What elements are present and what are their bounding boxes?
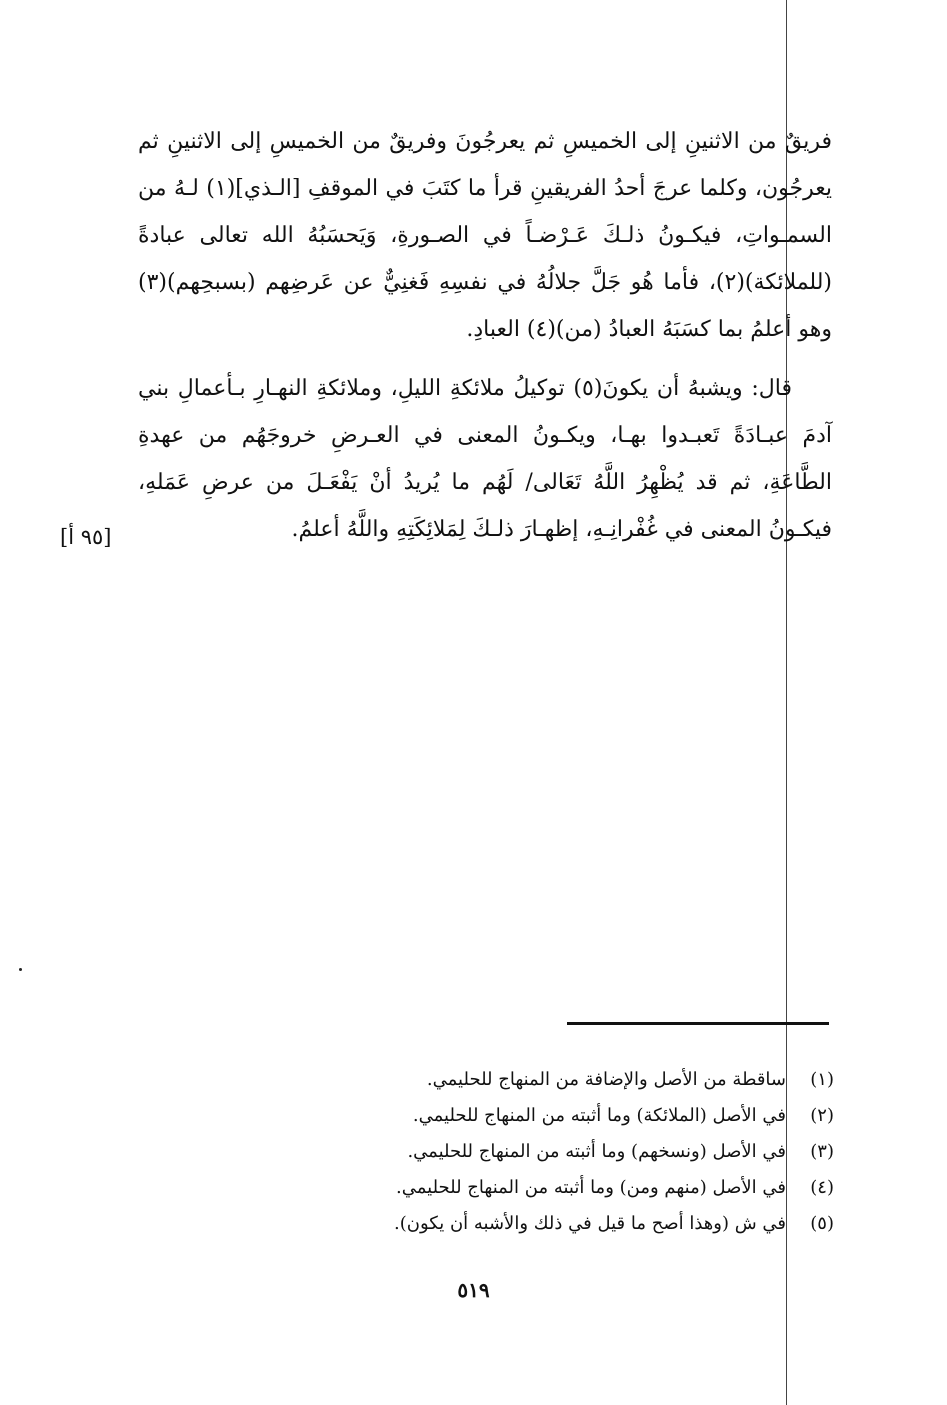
paragraph-2: قال: ويشبهُ أن يكونَ(٥) توكيلُ ملائكةِ الليلِ، وملائكةِ النهـارِ بـأعمالِ بني آدمَ عبـادَةً تَعبـدوا بهـا، ويكـونُ المعنى في العـرضِ خروجَهُم من عهدةِ الطَّاعَةِ، ثم قد يُظْهِرُ اللَّهُ تَعَالى/ لَهُم ما يُريدُ أنْ يَفْعَـلَ من عرضِ عَمَلهِ، فيكـونُ المعنى في غُفْرانِـهِ، إظهـارَ ذلـكَ لِمَلائِكَتِهِ واللَّهُ أعلمُ. xyxy=(138,376,832,542)
footnote-number: (٣) xyxy=(810,1141,834,1162)
scan-speck xyxy=(19,968,22,971)
page-number: ٥١٩ xyxy=(457,1278,490,1302)
footnote-number: (٢) xyxy=(810,1105,834,1126)
footnote-divider xyxy=(567,1022,829,1025)
footnote-text: في الأصل (ونسخهم) وما أثبته من المنهاج للحليمي. xyxy=(407,1141,786,1162)
footnote-item xyxy=(200,1134,834,1170)
footnote-item xyxy=(200,1098,834,1134)
footnote-number: (٤) xyxy=(810,1177,834,1198)
manuscript-folio-note: [٩٥ أ] xyxy=(60,525,112,549)
footnote-text: ساقطة من الأصل والإضافة من المنهاج للحليمي. xyxy=(426,1069,786,1090)
footnote-number: (١) xyxy=(810,1069,834,1090)
footnote-number: (٥) xyxy=(810,1213,834,1234)
footnote-text: في ش (وهذا أصح ما قيل في ذلك والأشبه أن يكون). xyxy=(394,1213,786,1234)
footnote-text: في الأصل (منهم ومن) وما أثبته من المنهاج للحليمي. xyxy=(396,1177,786,1198)
footnotes xyxy=(200,1062,834,1242)
paragraph-1: فريقٌ من الاثنينِ إلى الخميسِ ثم يعرجُونَ وفريقٌ من الخميسِ إلى الاثنينِ ثم يعرجُون، وكلما عرجَ أحدُ الفريقينِ قرأ ما كتَبَ في الموقفِ [الـذي](١) لـهُ من السمـواتِ، فيكـونُ ذلـكَ عَـرْضـاً في الصـورةِ، وَيَحسَبُهُ الله تعالى عبادةً (للملائكة)(٢)، فأما هُو جَلَّ جلالُهُ في نفسِهِ فَغنِيٌّ عن عَرضِهم (بسبحِهم)(٣) وهو أعلمُ بما كسَبَهُ العبادُ (من)(٤) العبادِ. xyxy=(138,129,832,342)
footnote-text: في الأصل (الملائكة) وما أثبته من المنهاج للحليمي. xyxy=(412,1105,786,1126)
footnote-item xyxy=(200,1170,834,1206)
footnote-item xyxy=(200,1062,834,1098)
footnote-item xyxy=(200,1206,834,1242)
main-text xyxy=(138,118,832,553)
